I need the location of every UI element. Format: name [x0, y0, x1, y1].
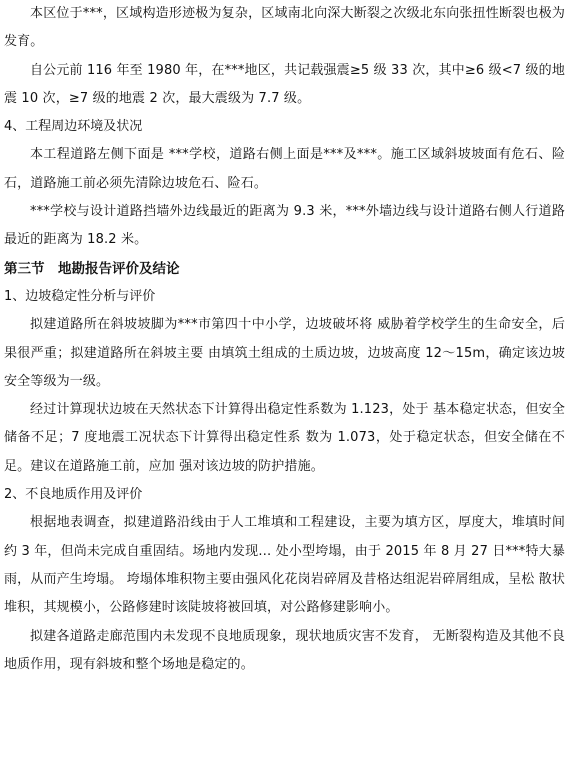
paragraph-regional-structure: 本区位于***，区域构造形迹极为复杂，区域南北向深大断裂之次级北东向张扭性断裂也极为发育。	[4, 6, 565, 50]
paragraph-stability-calculation: 经过计算现状边坡在天然状态下计算得出稳定性系数为 1.123，处于 基本稳定状态，但安全储备不足；7 度地震工况状态下计算得出稳定性系 数为 1.073，处于稳定状态，但安全储在不足。建议在道路施工前，应加 强对该边坡的防护措施。	[4, 402, 565, 474]
paragraph-site-stable: 拟建各道路走廊范围内未发现不良地质现象，现状地质灾害不发育， 无断裂构造及其他不良地质作用，现有斜坡和整个场地是稳定的。	[4, 628, 565, 672]
heading-adverse-geology: 2、不良地质作用及评价	[4, 487, 143, 503]
paragraph-slope-risk: 拟建道路所在斜坡坡脚为***市第四十中小学，边坡破坏将 威胁着学校学生的生命安全，后果很严重；拟建道路所在斜坡主要 由填筑土组成的土质边坡，边坡高度 12～15m，确定该边坡安全等级为一级。	[4, 317, 565, 389]
paragraph-distances: ***学校与设计道路挡墙外边线最近的距离为 9.3 米，***外墙边线与设计道路右侧人行道路最近的距离为 18.2 米。	[4, 204, 565, 248]
section-heading-conclusions: 第三节 地勘报告评价及结论	[4, 260, 180, 277]
paragraph-field-survey: 根据地表调查，拟建道路沿线由于人工堆填和工程建设，主要为填方区，厚度大，堆填时间约 3 年，但尚未完成自重固结。场地内发现… 处小型垮塌，由于 2015 年 8 月 27 日***特大暴雨，从而产生垮塌。 垮塌体堆积物主要由强风化花岗岩碎屑及昔格达组泥岩碎屑组成，呈松 散状堆积，其规模小，公路修建时该陡坡将被回填，对公路修建影响小。	[4, 515, 565, 616]
paragraph-road-sides: 本工程道路左侧下面是 ***学校，道路右侧上面是***及***。施工区域斜坡坡面有危石、险石，道路施工前必须先清除边坡危石、险石。	[4, 147, 565, 191]
heading-slope-stability: 1、边坡稳定性分析与评价	[4, 288, 156, 304]
heading-surroundings: 4、工程周边环境及状况	[4, 119, 143, 135]
paragraph-earthquake-history: 自公元前 116 年至 1980 年，在***地区，共记载强震≥5 级 33 次，其中≥6 级<7 级的地震 10 次，≥7 级的地震 2 次，最大震级为 7.7 级。	[4, 62, 565, 106]
